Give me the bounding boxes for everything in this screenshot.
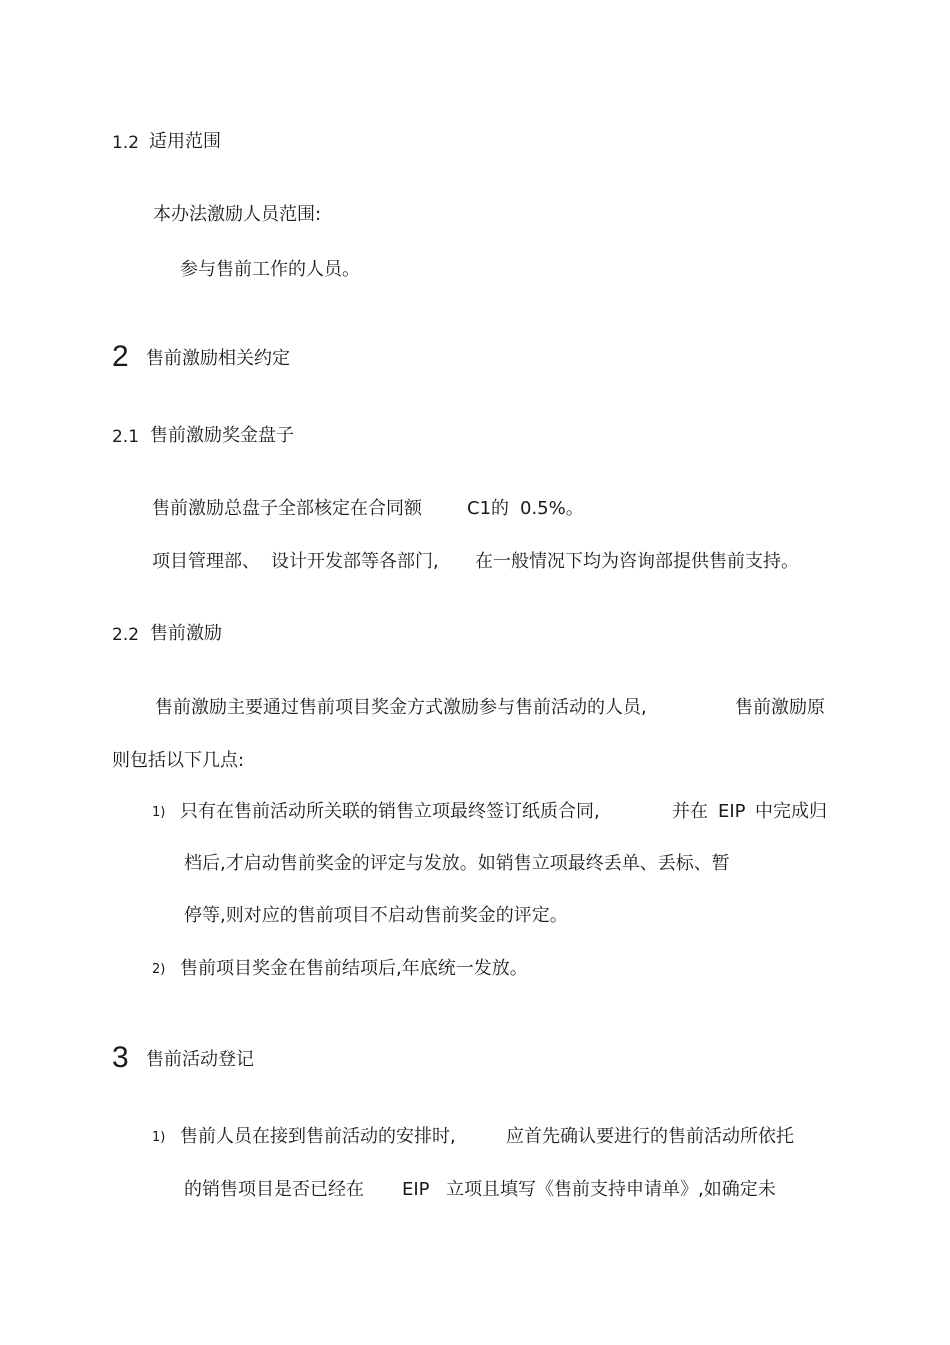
list-item: 档后,才启动售前奖金的评定与发放。如销售立项最终丢单、丢标、暂 [184,853,730,874]
section-title: 售前激励 [150,623,222,644]
list-item: 中完成归 [755,801,827,822]
list-item: 立项且填写《售前支持申请单》,如确定未 [446,1179,776,1200]
chapter-number: 3 [112,1041,129,1074]
section-title: 售前激励奖金盘子 [150,425,294,446]
paragraph: 设计开发部等各部门, [271,551,439,572]
list-item: 售前人员在接到售前活动的安排时, [180,1126,456,1147]
list-item: 只有在售前活动所关联的销售立项最终签订纸质合同, [180,801,600,822]
list-item: 应首先确认要进行的售前活动所依托 [506,1126,794,1147]
list-item: 的销售项目是否已经在 [184,1179,364,1200]
list-item: EIP [718,801,746,822]
section-number: 1.2 [112,133,140,153]
list-item: EIP [402,1179,430,1200]
paragraph: 项目管理部、 [152,551,260,572]
section-number: 2.1 [112,427,140,447]
paragraph: 售前激励主要通过售前项目奖金方式激励参与售前活动的人员, [155,697,647,718]
list-item: 停等,则对应的售前项目不启动售前奖金的评定。 [184,905,568,926]
paragraph: 本办法激励人员范围: [153,204,322,225]
list-item: 售前项目奖金在售前结项后,年底统一发放。 [180,958,528,979]
section-number: 2.2 [112,625,140,645]
list-number: 1) [152,1130,166,1145]
paragraph: 售前激励总盘子全部核定在合同额 [152,498,422,519]
section-title: 适用范围 [149,131,221,152]
paragraph: 在一般情况下均为咨询部提供售前支持。 [475,551,799,572]
chapter-title: 售前活动登记 [146,1049,254,1070]
paragraph: 售前激励原 [735,697,825,718]
list-number: 2) [152,962,166,977]
list-number: 1) [152,805,166,820]
paragraph: 则包括以下几点: [112,750,245,771]
chapter-number: 2 [112,340,129,373]
list-item: 并在 [672,801,708,822]
paragraph: 参与售前工作的人员。 [180,259,360,280]
paragraph: C1的 [467,498,510,519]
paragraph: 0.5%。 [520,498,584,519]
chapter-title: 售前激励相关约定 [146,348,290,369]
